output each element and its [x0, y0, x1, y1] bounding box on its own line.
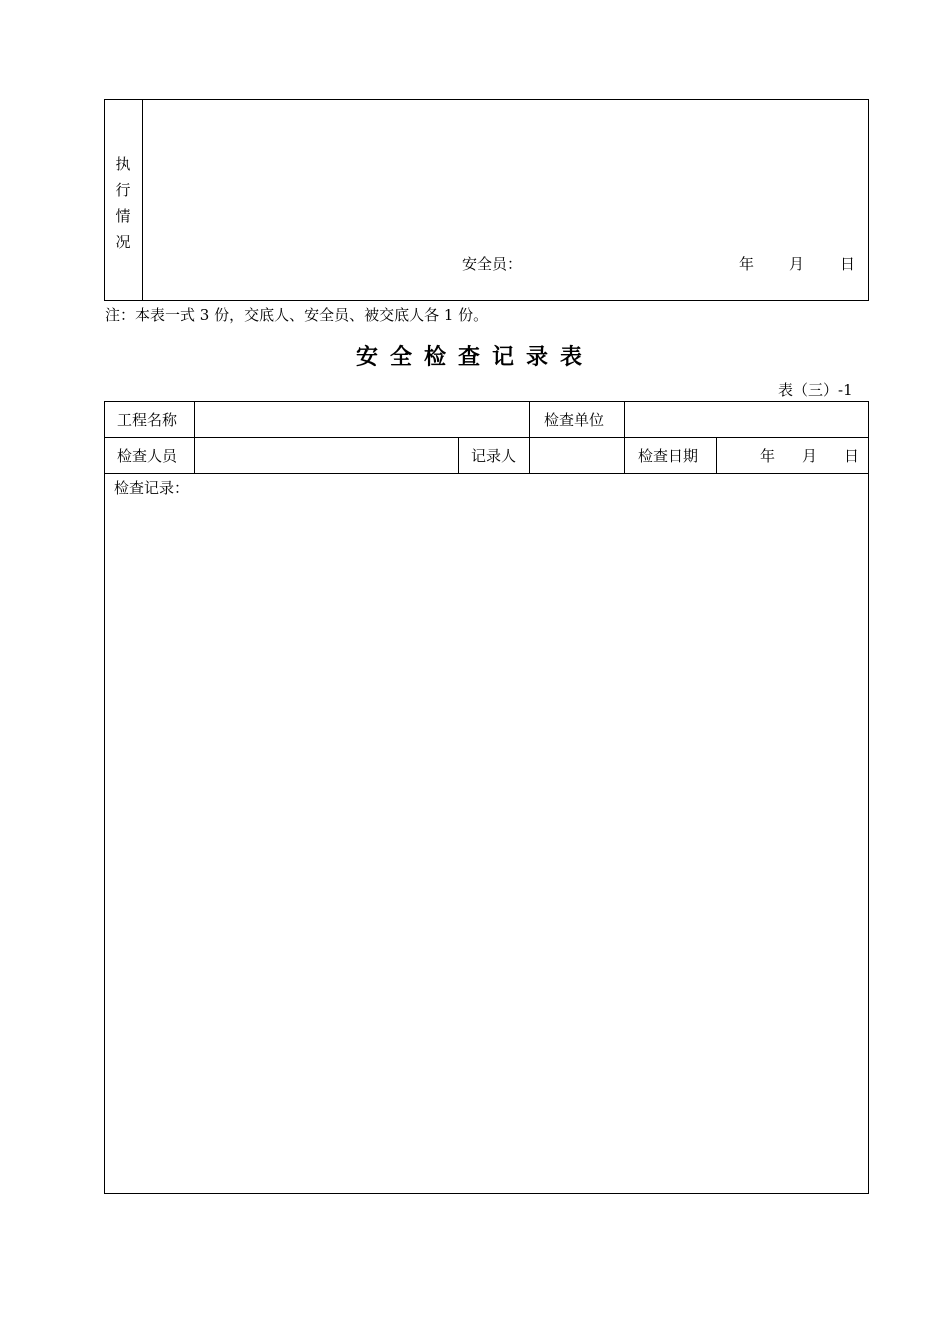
execution-label-char-3: 情 [115, 207, 131, 225]
inspection-unit-field[interactable] [625, 402, 868, 437]
page-title: 安全检查记录表 [356, 345, 595, 370]
project-name-field[interactable] [195, 402, 529, 437]
safety-officer-label: 安全员： [462, 255, 523, 273]
execution-label-char-1: 执 [115, 155, 131, 173]
execution-date-year: 年 [739, 255, 755, 273]
project-name-label: 工程名称 [117, 411, 178, 429]
execution-content-area[interactable] [143, 100, 868, 250]
inspection-record-label: 检查记录： [114, 479, 190, 497]
inspection-unit-label: 检查单位 [544, 411, 605, 429]
row2-col-divider-b [716, 437, 717, 473]
safety-officer-signature-field[interactable] [530, 252, 720, 276]
inspection-record-area[interactable] [105, 500, 868, 1193]
inspection-date-month: 月 [802, 447, 818, 465]
recorder-label: 记录人 [471, 447, 517, 465]
inspectors-field[interactable] [195, 438, 458, 473]
row2-col-divider-a [458, 437, 459, 473]
inspection-date-label: 检查日期 [638, 447, 699, 465]
execution-label-char-4: 况 [115, 233, 131, 251]
recorder-field[interactable] [530, 438, 624, 473]
execution-date-day: 日 [840, 255, 856, 273]
inspection-date-day: 日 [844, 447, 860, 465]
row-divider-2 [104, 473, 869, 474]
execution-date-month: 月 [789, 255, 805, 273]
form-number: 表（三）-1 [778, 381, 853, 399]
distribution-note: 注：本表一式 3 份，交底人、安全员、被交底人各 1 份。 [105, 306, 489, 324]
inspection-date-year: 年 [760, 447, 776, 465]
execution-label-char-2: 行 [115, 181, 131, 199]
inspectors-label: 检查人员 [117, 447, 178, 465]
